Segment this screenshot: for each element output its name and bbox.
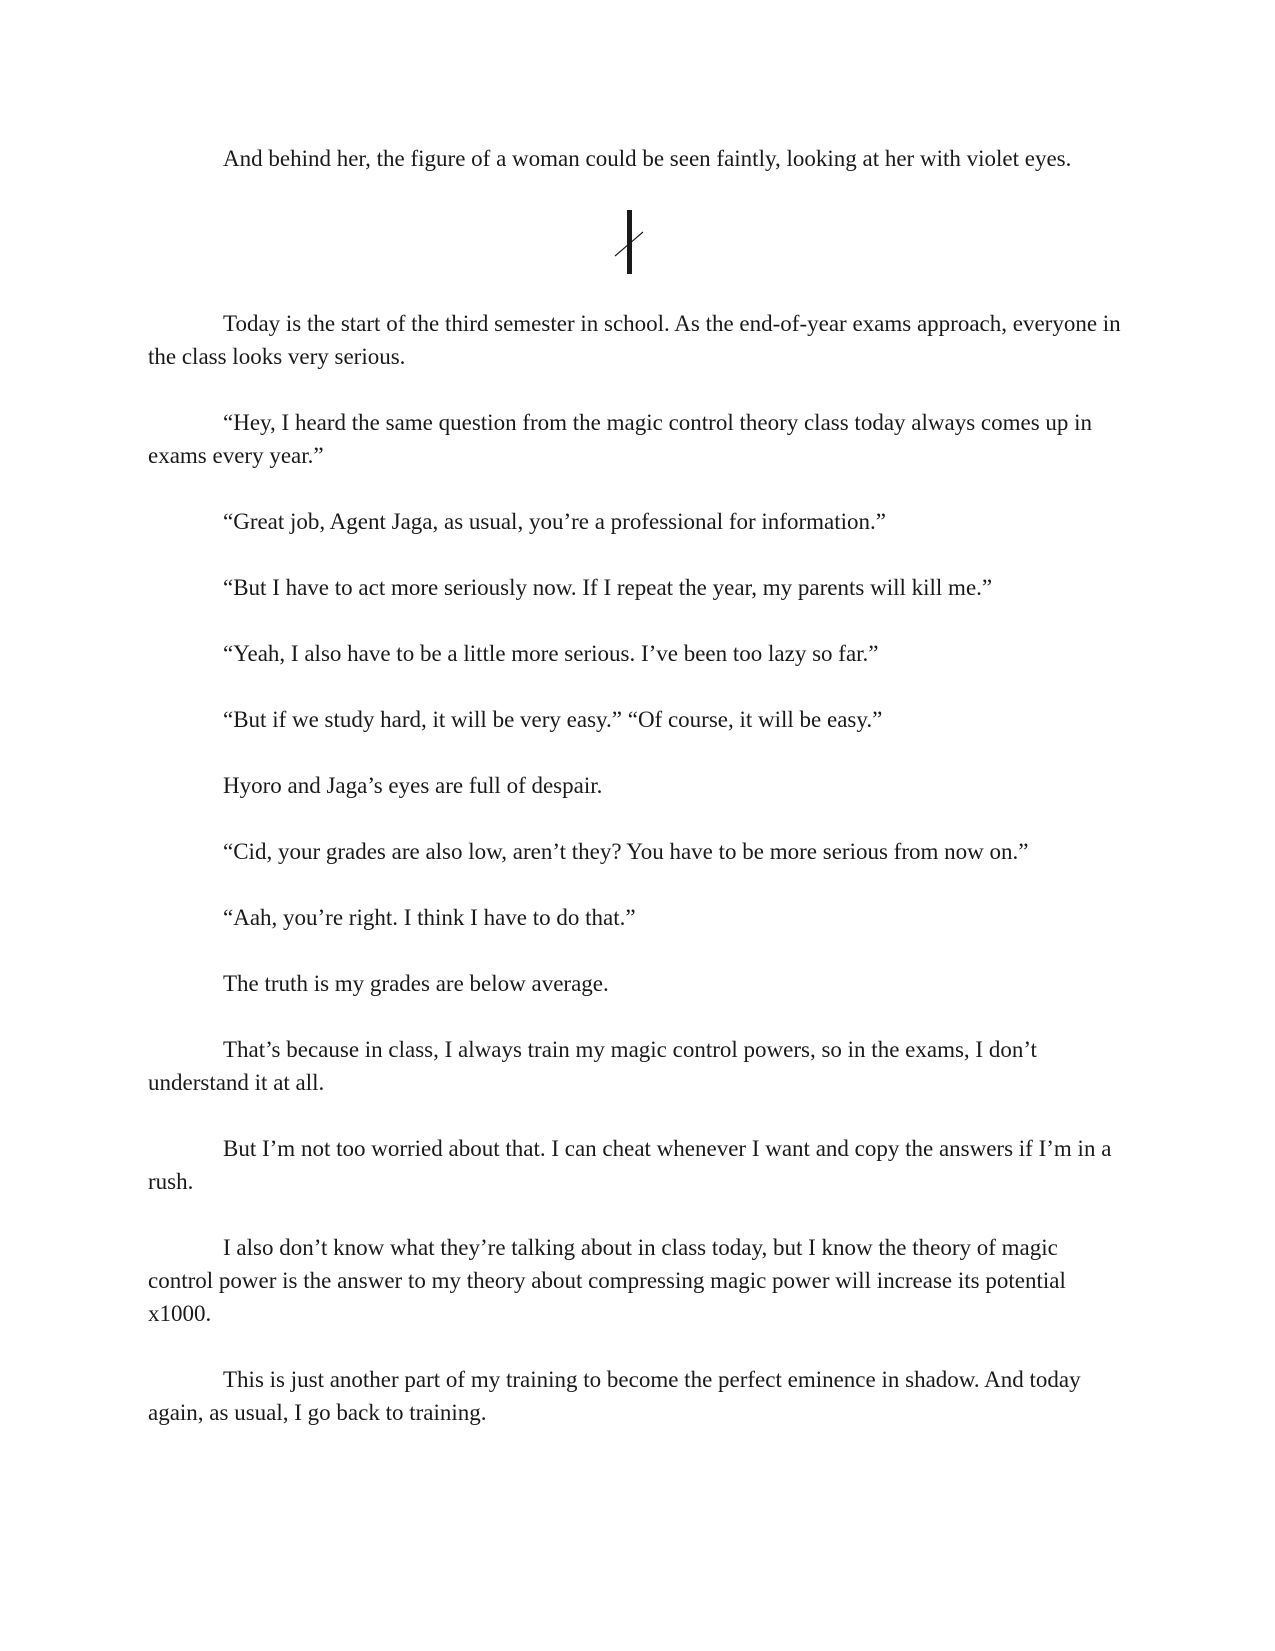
paragraph: “Yeah, I also have to be a little more serious. I’ve been too lazy so far.” <box>223 641 879 666</box>
paragraph: Today is the start of the third semester in school. As the end-of-year exams approach, everyone in the class looks very serious. <box>148 311 1121 369</box>
paragraph: “But I have to act more seriously now. If I repeat the year, my parents will kill me.” <box>223 575 993 600</box>
paragraph: Hyoro and Jaga’s eyes are full of despair. <box>223 773 603 798</box>
document-page <box>148 142 1128 1462</box>
scene-break-dagger-icon <box>612 210 652 274</box>
paragraph: The truth is my grades are below average. <box>223 971 609 996</box>
paragraph: That’s because in class, I always train my magic control powers, so in the exams, I don’t understand it at all. <box>148 1037 1037 1095</box>
paragraph: I also don’t know what they’re talking about in class today, but I know the theory of magic control power is the answer to my theory about compressing magic power will increase its potential x1000. <box>148 1235 1066 1326</box>
paragraph: “Aah, you’re right. I think I have to do that.” <box>223 905 636 930</box>
paragraph: This is just another part of my training to become the perfect eminence in shadow. And today again, as usual, I go back to training. <box>148 1367 1081 1425</box>
paragraph: “But if we study hard, it will be very easy.” “Of course, it will be easy.” <box>223 707 883 732</box>
paragraph: “Great job, Agent Jaga, as usual, you’re a professional for information.” <box>223 509 886 534</box>
paragraph: “Cid, your grades are also low, aren’t they? You have to be more serious from now on.” <box>223 839 1029 864</box>
paragraph: And behind her, the figure of a woman could be seen faintly, looking at her with violet eyes. <box>223 146 1072 171</box>
paragraph: “Hey, I heard the same question from the magic control theory class today always comes up in exams every year.” <box>148 410 1093 468</box>
scene-break <box>148 208 1128 307</box>
paragraph: But I’m not too worried about that. I can cheat whenever I want and copy the answers if I’m in a rush. <box>148 1136 1112 1194</box>
